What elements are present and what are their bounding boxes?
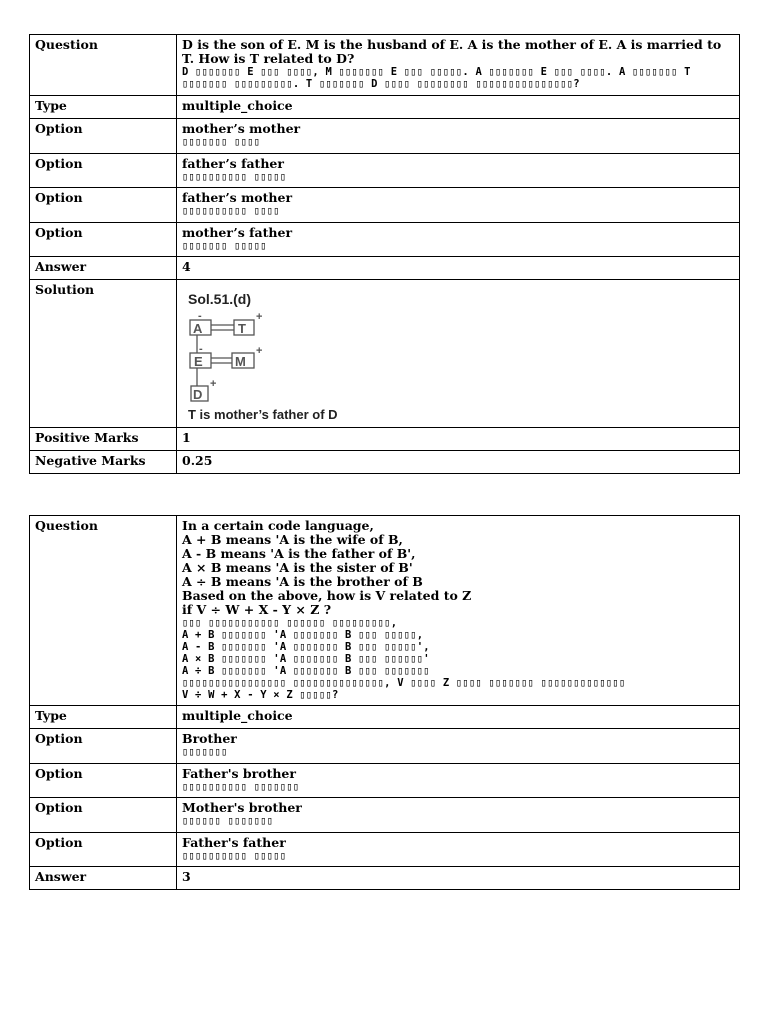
option-row — [30, 764, 740, 798]
question-line: A ÷ B means 'A is the brother of B — [182, 574, 423, 589]
row-label: Option — [30, 729, 177, 764]
sign-plus-d: + — [210, 378, 217, 390]
option-cell — [177, 764, 740, 798]
question-translation-line: A ÷ B ▯▯▯▯▯▯▯ 'A ▯▯▯▯▯▯▯ B ▯▯▯ ▯▯▯▯▯▯▯ — [182, 665, 430, 677]
negative-marks-row — [30, 451, 740, 474]
question-translation-line: ▯▯▯ ▯▯▯▯▯▯▯▯▯▯▯ ▯▯▯▯▯▯ ▯▯▯▯▯▯▯▯▯, — [182, 617, 398, 629]
question-line: A + B means 'A is the wife of B, — [182, 532, 403, 547]
option-cell — [177, 154, 740, 188]
question-line: In a certain code language, — [182, 518, 374, 533]
option-translation: ▯▯▯▯▯▯▯▯▯▯ ▯▯▯▯▯ — [182, 850, 287, 862]
row-label: Option — [30, 188, 177, 223]
question-translation-line: A - B ▯▯▯▯▯▯▯ 'A ▯▯▯▯▯▯▯ B ▯▯▯ ▯▯▯▯▯', — [182, 641, 430, 653]
row-label: Question — [30, 516, 177, 706]
option-cell — [177, 119, 740, 154]
row-label: Option — [30, 119, 177, 154]
row-label: Type — [30, 96, 177, 119]
question-cell — [177, 35, 740, 96]
option-text: father’s mother — [182, 190, 293, 205]
option-text: Mother's brother — [182, 800, 302, 815]
row-label: Solution — [30, 280, 177, 428]
type-row — [30, 96, 740, 119]
sign-minus-e: - — [199, 343, 203, 355]
option-row — [30, 729, 740, 764]
positive-marks-row — [30, 428, 740, 451]
question-translation: D ▯▯▯▯▯▯▯ E ▯▯▯ ▯▯▯▯, M ▯▯▯▯▯▯▯ E ▯▯▯ ▯▯▯▯▯. A ▯▯▯▯▯▯▯ E ▯▯▯ ▯▯▯▯. A ▯▯▯▯▯▯▯ T ▯▯▯▯▯▯▯ ▯▯▯▯▯▯▯▯▯. T ▯▯▯▯▯▯▯ D ▯▯▯▯ ▯▯▯▯▯▯▯▯ ▯▯▯▯▯▯▯▯▯▯▯▯▯▯▯? — [182, 66, 691, 90]
option-cell — [177, 223, 740, 257]
question-line: if V ÷ W + X - Y × Z ? — [182, 602, 332, 617]
option-cell — [177, 729, 740, 764]
question-line: A - B means 'A is the father of B', — [182, 546, 416, 561]
option-translation: ▯▯▯▯▯▯▯▯▯▯ ▯▯▯▯▯▯▯ — [182, 781, 300, 793]
option-cell — [177, 798, 740, 833]
option-row — [30, 798, 740, 833]
node-e: E — [194, 354, 203, 369]
question-row — [30, 35, 740, 96]
type-value: multiple_choice — [177, 96, 740, 119]
answer-value: 3 — [177, 867, 740, 890]
row-label: Type — [30, 706, 177, 729]
solution-title: Sol.51.(d) — [188, 291, 252, 307]
solution-caption: T is mother’s father of D — [188, 407, 338, 422]
negative-marks-value: 0.25 — [177, 451, 740, 474]
question-line: A × B means 'A is the sister of B' — [182, 560, 413, 575]
row-label: Answer — [30, 867, 177, 890]
option-text: Brother — [182, 731, 237, 746]
question-translation-line: ▯▯▯▯▯▯▯▯▯▯▯▯▯▯▯▯ ▯▯▯▯▯▯▯▯▯▯▯▯▯▯, V ▯▯▯▯ Z ▯▯▯▯ ▯▯▯▯▯▯▯ ▯▯▯▯▯▯▯▯▯▯▯▯▯ — [182, 677, 626, 689]
answer-value: 4 — [177, 257, 740, 280]
sign-plus-t: + — [256, 311, 263, 323]
row-label: Option — [30, 798, 177, 833]
question-text: D is the son of E. M is the husband of E. A is the mother of E. A is married to T. How is T related to D? — [182, 37, 722, 66]
option-text: mother’s father — [182, 225, 293, 240]
option-translation: ▯▯▯▯▯▯▯▯▯▯ ▯▯▯▯▯ — [182, 171, 287, 183]
option-translation: ▯▯▯▯▯▯▯ ▯▯▯▯ — [182, 136, 261, 148]
node-t: T — [238, 321, 246, 336]
row-label: Option — [30, 764, 177, 798]
option-row — [30, 119, 740, 154]
option-text: Father's father — [182, 835, 286, 850]
option-text: father’s father — [182, 156, 284, 171]
sign-plus-m: + — [256, 345, 263, 357]
question-cell — [177, 516, 740, 706]
node-m: M — [235, 354, 246, 369]
option-translation: ▯▯▯▯▯▯▯▯▯▯ ▯▯▯▯ — [182, 205, 280, 217]
row-label: Option — [30, 154, 177, 188]
question-translation-line: A × B ▯▯▯▯▯▯▯ 'A ▯▯▯▯▯▯▯ B ▯▯▯ ▯▯▯▯▯▯' — [182, 653, 430, 665]
solution-diagram — [182, 285, 402, 423]
row-label: Answer — [30, 257, 177, 280]
solution-cell — [177, 280, 740, 428]
row-label: Question — [30, 35, 177, 96]
option-cell — [177, 188, 740, 223]
type-value: multiple_choice — [177, 706, 740, 729]
option-row — [30, 188, 740, 223]
question-row — [30, 516, 740, 706]
node-a: A — [193, 321, 203, 336]
option-translation: ▯▯▯▯▯▯ ▯▯▯▯▯▯▯ — [182, 815, 274, 827]
row-label: Positive Marks — [30, 428, 177, 451]
question-line: Based on the above, how is V related to Z — [182, 588, 472, 603]
row-label: Option — [30, 223, 177, 257]
option-cell — [177, 833, 740, 867]
answer-row — [30, 867, 740, 890]
question-translation-line: A + B ▯▯▯▯▯▯▯ 'A ▯▯▯▯▯▯▯ B ▯▯▯ ▯▯▯▯▯, — [182, 629, 424, 641]
question-translation-line: V ÷ W + X - Y × Z ▯▯▯▯▯? — [182, 689, 339, 701]
sign-minus-a: - — [198, 310, 202, 322]
option-text: Father's brother — [182, 766, 296, 781]
row-label: Negative Marks — [30, 451, 177, 474]
question-table-1 — [29, 34, 740, 474]
answer-row — [30, 257, 740, 280]
solution-row — [30, 280, 740, 428]
option-translation: ▯▯▯▯▯▯▯ — [182, 746, 228, 758]
question-table-2 — [29, 515, 740, 890]
node-d: D — [193, 387, 203, 402]
option-text: mother’s mother — [182, 121, 301, 136]
positive-marks-value: 1 — [177, 428, 740, 451]
option-translation: ▯▯▯▯▯▯▯ ▯▯▯▯▯ — [182, 240, 267, 252]
row-label: Option — [30, 833, 177, 867]
option-row — [30, 833, 740, 867]
option-row — [30, 154, 740, 188]
type-row — [30, 706, 740, 729]
option-row — [30, 223, 740, 257]
